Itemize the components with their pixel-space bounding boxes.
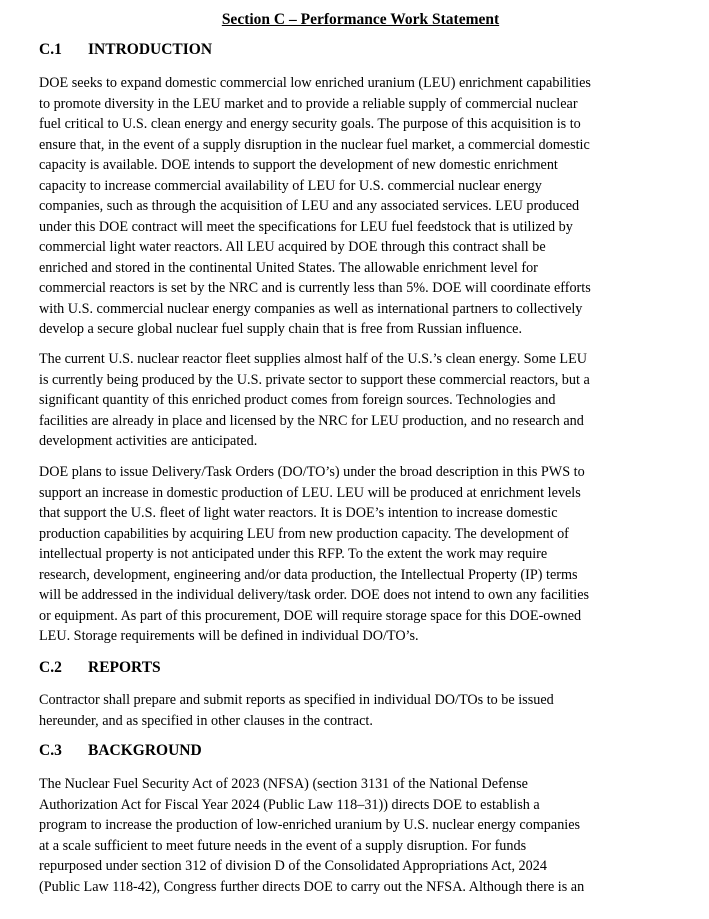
section-heading-introduction (39, 40, 212, 60)
text-line: repurposed under section 312 of division D of the Consolidated Appropriations Act, 2024 (39, 858, 547, 874)
text-line: development activities are anticipated. (39, 433, 258, 449)
text-line: production capabilities by acquiring LEU from new production capacity. The development of (39, 525, 569, 542)
text-line: companies, such as through the acquisition of LEU and any associated services. LEU produced (39, 198, 580, 214)
text-line: significant quantity of this enriched product comes from foreign sources. Technologies and (39, 392, 556, 408)
text-line: will be addressed in the individual delivery/task order. DOE does not intend to own any facilities (39, 587, 590, 603)
text-line: program to increase the production of low-enriched uranium by U.S. nuclear energy companies (39, 817, 581, 833)
section-title: BACKGROUND (88, 742, 202, 759)
text-line: ensure that, in the event of a supply disruption in the nuclear fuel market, a commercial domestic (39, 136, 590, 153)
text-line: (Public Law 118-42), Congress further directs DOE to carry out the NFSA. Although there is an (39, 878, 585, 895)
text-line: at a scale sufficient to meet future needs in the event of a supply disruption. For funds (39, 837, 527, 854)
text-line: fuel critical to U.S. clean energy and energy security goals. The purpose of this acquisition is to (39, 116, 581, 132)
paragraph-reports (39, 690, 689, 731)
text-line: is currently being produced by the U.S. private sector to support these commercial reactors, but a (39, 371, 590, 388)
text-line: Authorization Act for Fiscal Year 2024 (Public Law 118–31)) directs DOE to establish a (39, 796, 540, 813)
section-number: C.2 (39, 659, 62, 676)
paragraph-background (39, 774, 689, 897)
text-line: DOE seeks to expand domestic commercial low enriched uranium (LEU) enrichment capabilities (39, 75, 591, 91)
text-line: intellectual property is not anticipated under this RFP. To the extent the work may require (39, 546, 548, 562)
text-line: commercial reactors is set by the NRC and is currently less than 5%. DOE will coordinate efforts (39, 280, 591, 296)
section-number: C.3 (39, 742, 62, 759)
section-heading-background (39, 741, 202, 761)
section-number: C.1 (39, 41, 62, 58)
text-line: research, development, engineering and/or data production, the Intellectual Property (IP) terms (39, 566, 578, 583)
text-line: commercial light water reactors. All LEU acquired by DOE through this contract shall be (39, 239, 546, 255)
text-line: hereunder, and as specified in other clauses in the contract. (39, 712, 373, 729)
text-line: support an increase in domestic production of LEU. LEU will be produced at enrichment levels (39, 484, 581, 501)
section-heading-reports (39, 658, 161, 678)
paragraph-introduction-1 (39, 73, 689, 340)
text-line: or equipment. As part of this procurement, DOE will require storage space for this DOE-owned (39, 607, 582, 624)
text-line: facilities are already in place and licensed by the NRC for LEU production, and no research and (39, 412, 584, 429)
document-title: Section C – Performance Work Statement (221, 11, 500, 28)
text-line: develop a secure global nuclear fuel supply chain that is free from Russian influence. (39, 321, 522, 337)
text-line: that support the U.S. fleet of light water reactors. It is DOE’s intention to increase domestic (39, 505, 558, 521)
paragraph-introduction-3 (39, 462, 689, 647)
section-title: INTRODUCTION (88, 41, 213, 58)
text-line: Contractor shall prepare and submit reports as specified in individual DO/TOs to be issued (39, 692, 554, 708)
text-line: capacity is available. DOE intends to support the development of new domestic enrichment (39, 157, 558, 173)
text-line: enriched and stored in the continental United States. The allowable enrichment level for (39, 259, 538, 276)
text-line: DOE plans to issue Delivery/Task Orders (DO/TO’s) under the broad description in this PWS to (39, 464, 585, 480)
text-line: under this DOE contract will meet the specifications for LEU fuel feedstock that is utilized by (39, 218, 573, 235)
text-line: LEU. Storage requirements will be defined in individual DO/TO’s. (39, 628, 419, 644)
text-line: with U.S. commercial nuclear energy companies as well as international partners to collectively (39, 300, 583, 317)
text-line: The current U.S. nuclear reactor fleet supplies almost half of the U.S.’s clean energy. Some LEU (39, 351, 588, 367)
text-line: The Nuclear Fuel Security Act of 2023 (NFSA) (section 3131 of the National Defense (39, 776, 528, 792)
text-line: capacity to increase commercial availability of LEU for U.S. commercial nuclear energy (39, 177, 542, 194)
paragraph-introduction-2 (39, 349, 689, 452)
text-line: to promote diversity in the LEU market and to provide a reliable supply of commercial nuclear (39, 95, 578, 112)
section-title: REPORTS (88, 659, 161, 676)
